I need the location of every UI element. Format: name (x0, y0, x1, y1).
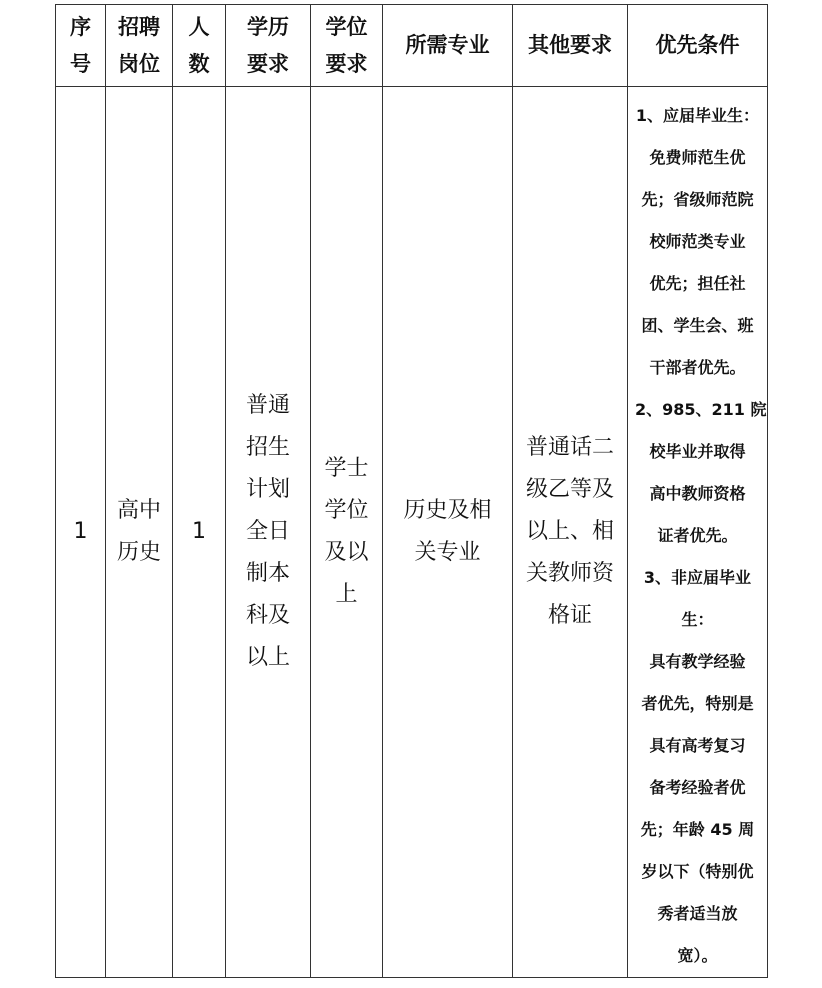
priority-line: 优先；担任社 (649, 274, 746, 293)
table-header-row (56, 5, 768, 87)
priority-line: 先；年龄 45 周 (640, 820, 755, 839)
cell-education: 普通招生计划全日制本科及以上 (226, 87, 311, 978)
header-other: 其他要求 (513, 5, 628, 87)
priority-line: 具有高考复习 (649, 736, 746, 755)
header-major: 所需专业 (383, 5, 513, 87)
header-seq: 序号 (56, 5, 106, 87)
cell-major: 历史及相关专业 (383, 87, 513, 978)
cell-count: 1 (173, 87, 226, 978)
priority-line: 证者优先。 (657, 526, 738, 545)
header-education: 学历要求 (226, 5, 311, 87)
priority-line: 2、985、211 院 (635, 400, 767, 419)
header-position: 招聘岗位 (106, 5, 173, 87)
priority-line: 宽）。 (677, 946, 718, 965)
table-row (56, 87, 768, 978)
priority-line: 先；省级师范院 (641, 190, 754, 209)
priority-line: 备考经验者优 (649, 778, 746, 797)
cell-seq: 1 (56, 87, 106, 978)
header-degree: 学位要求 (311, 5, 383, 87)
priority-line: 团、学生会、班 (641, 316, 754, 335)
priority-line: 具有教学经验 (649, 652, 746, 671)
priority-line: 1、应届毕业生： (635, 106, 760, 125)
priority-line: 秀者适当放 (657, 904, 738, 923)
recruitment-table (55, 4, 768, 978)
priority-line: 3、非应届毕业 (643, 568, 752, 587)
priority-conditions (635, 95, 767, 977)
priority-line: 高中教师资格 (649, 484, 746, 503)
cell-position: 高中历史 (106, 87, 173, 978)
priority-line: 岁以下（特别优 (641, 862, 754, 881)
recruitment-table-frame (55, 4, 767, 970)
priority-line: 者优先，特别是 (641, 694, 754, 713)
priority-line: 干部者优先。 (649, 358, 746, 377)
priority-line: 生： (681, 610, 714, 629)
cell-priority (628, 87, 768, 978)
cell-other: 普通话二级乙等及以上、相关教师资格证 (513, 87, 628, 978)
header-priority: 优先条件 (628, 5, 768, 87)
priority-line: 校师范类专业 (649, 232, 746, 251)
priority-line: 校毕业并取得 (649, 442, 746, 461)
cell-degree: 学士学位及以上 (311, 87, 383, 978)
header-count: 人数 (173, 5, 226, 87)
priority-line: 免费师范生优 (649, 148, 746, 167)
